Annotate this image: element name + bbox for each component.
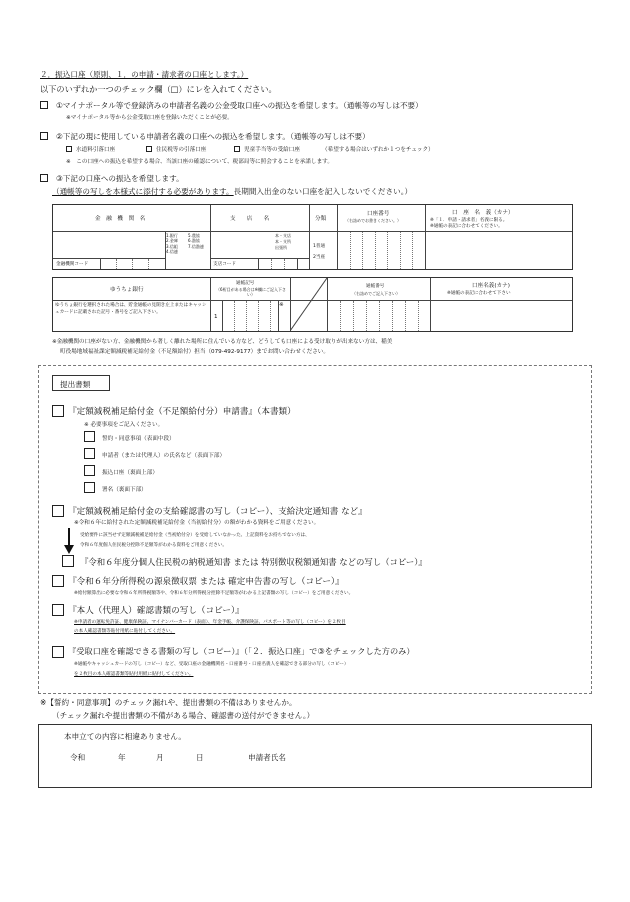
- documents-title: 提出書類: [60, 380, 91, 389]
- bank-type-2: 2.金庫: [166, 238, 178, 244]
- resident-tax-account-checkbox[interactable]: [146, 146, 152, 152]
- doc-identity-note-1: ※申請者の運転免許証、健康保険証、マイナンバーカード（表面）、年金手帳、介護保険証、パスポート等の写し（コピー）を２枚目: [74, 620, 346, 625]
- bank-type-5: 5.農協: [188, 233, 200, 238]
- yucho-holder-subheader: ※通帳の表記に合わせて下さい: [447, 291, 511, 296]
- arrow-down-icon: [64, 528, 74, 554]
- doc-resident-tax-title: 『令和６年度分個人住民税の納税通知書 または 特別徴収税額通知書 などの写し（コピー）』: [80, 557, 427, 567]
- oath-consent-checkbox[interactable]: [84, 431, 95, 442]
- doc-income-tax-title: 『令和６年分所得税の源泉徴収票 または 確定申告書の写し（コピー）』: [68, 577, 344, 587]
- yucho-diagonal: [290, 278, 327, 331]
- doc-identity-note-2: の本人確認書類等貼付用紙に貼付してください。: [74, 629, 176, 634]
- doc-application-title: 『定額減税補足給付金（不足額給付分）申請書』（本書類）: [68, 407, 296, 417]
- bank-account-checkbox[interactable]: [84, 465, 95, 476]
- month-input[interactable]: [130, 750, 154, 762]
- account-number-subheader: （右詰めでお書きください。）: [345, 218, 401, 223]
- contact-line-1: ※金融機関の口座がない方、金融機関から著しく離れた場所に住んでいる方など、どうしても口座による受け取りが出来ない方は、稲美: [52, 339, 393, 345]
- account-type-1: 1普通: [313, 244, 326, 249]
- yucho-symbol-header: 通帳記号: [236, 281, 255, 286]
- contact-line-2: 町役場地域福祉課定額減税補足給付金（不足額給付）担当（079-492-9177）までお問い合わせください。: [60, 349, 329, 355]
- bank-name-header: 金 融 機 関 名: [95, 216, 146, 222]
- applicant-name-field-label: 申請者氏名: [248, 753, 286, 762]
- bank-type-6: 6.漁協: [188, 238, 200, 244]
- yucho-holder-input[interactable]: [431, 301, 571, 331]
- oath-consent-label: 誓約・同意事項（表面中段）: [102, 436, 175, 442]
- yucho-number-input[interactable]: [328, 301, 429, 331]
- yucho-holder-header: 口座名義(カナ): [472, 283, 510, 289]
- option-3-checkbox[interactable]: [40, 174, 48, 182]
- doc-account-proof-note-2: を２枚目の本人確認書類等貼付用紙に貼付してください。: [74, 672, 194, 677]
- final-check-2: （チェック漏れや提出書類の不備がある場合、確認書の送付ができません。）: [52, 711, 315, 720]
- yucho-number-subheader: （右詰めでご記入下さい）: [352, 291, 400, 296]
- option-2-choose-note: （希望する場合はいずれか１つをチェック）: [322, 147, 434, 153]
- option-2-label: ②下記の現に使用している申請者名義の口座への振込を希望します。（通帳等の写しは不要）: [56, 132, 370, 141]
- date-year-label: 年: [118, 753, 126, 762]
- doc-confirmation-checkbox[interactable]: [52, 505, 64, 517]
- bank-account-label: 振込口座（裏面上部）: [102, 470, 158, 476]
- day-input[interactable]: [168, 750, 194, 762]
- bank-type-list-a: [166, 233, 178, 255]
- account-holder-header: 口 座 名 義（カナ）: [452, 210, 514, 216]
- option-2-note: ※ この口座への振込を希望する場合、当該口座の確認について、税部局等に照会することを承諾します。: [66, 159, 333, 165]
- option-3-note-b: 長期間入出金のない口座を記入しないでください。）: [233, 187, 413, 196]
- bank-type-7: 7.信漁連: [188, 243, 204, 249]
- date-day-label: 日: [196, 753, 204, 762]
- option-1-label: ①マイナポータル等で登録済みの申請者名義の公金受取口座への振込を希望します。（通帳等の写しは不要）: [56, 101, 423, 110]
- child-allowance-account-checkbox[interactable]: [234, 146, 240, 152]
- bank-type-3: 3.信組: [166, 243, 178, 249]
- branch-type-list: [275, 233, 291, 251]
- doc-account-proof-checkbox[interactable]: [52, 646, 64, 658]
- doc-income-tax-checkbox[interactable]: [52, 575, 64, 587]
- signature-label: 署名（裏面下部）: [102, 487, 147, 493]
- year-input[interactable]: [88, 750, 116, 762]
- yucho-symbol-subheader: （6桁目がある場合は※欄にご記入下さい）: [216, 287, 286, 297]
- yucho-description: ゆうちょ銀行を選択された場合は、貯金通帳の見開き左上またはキャッシュカードに記載された記号・番号をご記入下さい。: [55, 303, 207, 315]
- yucho-symbol-input[interactable]: [223, 301, 277, 331]
- option-3-label: ③下記の口座への振込を希望します。: [56, 174, 184, 183]
- option-3-notes: [52, 186, 412, 197]
- account-type-header: 分類: [315, 216, 327, 222]
- bank-type-list-b: [188, 233, 204, 249]
- branch-name-header: 支 店 名: [230, 216, 270, 222]
- doc-resident-tax-checkbox[interactable]: [62, 555, 74, 567]
- doc-application-checkbox[interactable]: [52, 405, 64, 417]
- doc-account-proof-title: 『受取口座を確認できる書類の写し（コピー）』（「２．振込口座」で③をチェックした方のみ）: [68, 646, 415, 656]
- doc-income-tax-note: ※給付額算出に必要な令和６年所得税額等や、令和６年分所得税分控除不足額等がわかる上記書類の写し（コピー）をご用意ください。: [74, 591, 354, 596]
- account-holder-note1: ※「１．申請・請求者」名義に限る。: [430, 218, 508, 223]
- bank-name-input[interactable]: [54, 232, 164, 257]
- account-type-list: [313, 241, 325, 263]
- date-era-label: 令和: [70, 753, 86, 762]
- doc-confirmation-note: ※令和６年に給付された定額減税補足給付金（当初給付分）の額がわかる資料をご用意ください。: [74, 520, 320, 526]
- yucho-symbol-one: 1: [214, 314, 218, 320]
- applicant-name-input[interactable]: [292, 748, 572, 764]
- bank-type-1: 1.銀行: [166, 233, 178, 238]
- bank-type-4: 4.信連: [166, 249, 178, 255]
- doc-account-proof-note-1: ※通帳やキャッシュカードの写し（コピー）など、受取口座の金融機関名・口座番号・口座名義人を確認できる部分の写し（コピー）: [74, 662, 349, 667]
- branch-code-cells[interactable]: [258, 258, 298, 269]
- branch-type-2: 本・支所: [275, 239, 291, 244]
- resident-tax-account-label: 住民税等の引落口座: [156, 147, 207, 153]
- yucho-star: ※: [279, 302, 284, 308]
- declaration-text: 本申立ての内容に相違ありません。: [64, 732, 186, 741]
- account-number-header: 口座番号: [367, 211, 390, 217]
- branch-type-3: 出張所: [275, 245, 287, 250]
- applicant-name-checkbox[interactable]: [84, 448, 95, 459]
- option-1-checkbox[interactable]: [40, 101, 48, 109]
- doc-application-note: ※ 必要事項をご記入ください。: [84, 422, 164, 428]
- section-heading: ２．振込口座（原則、１．の申請・請求者の口座とします。）: [40, 70, 249, 79]
- applicant-name-label: 申請者（または代理人）の氏名など（表面下部）: [102, 453, 226, 459]
- branch-type-1: 本・支店: [275, 233, 291, 238]
- yucho-number-header: 通帳番号: [366, 284, 385, 289]
- water-account-label: 水道料引落口座: [76, 147, 116, 153]
- signature-checkbox[interactable]: [84, 482, 95, 493]
- account-type-2: 2当座: [313, 255, 326, 260]
- bank-code-label: 金融機関コード: [56, 262, 89, 267]
- doc-confirmation-title: 『定額減税補足給付金の支給確認書の写し（コピー）、支給決定通知書 など』: [68, 507, 367, 517]
- yucho-header: ゆうちょ銀行: [110, 287, 144, 293]
- doc-confirmation-alt-note-1: 受給要件に該当せず定額減税補足給付金（当初給付分）を受給していなかった、上記資料をお持ちでない方は、: [80, 533, 310, 538]
- branch-name-input[interactable]: [211, 232, 271, 257]
- branch-code-label: 支店コード: [213, 262, 236, 267]
- account-number-input[interactable]: [338, 232, 425, 269]
- option-2-checkbox[interactable]: [40, 132, 48, 140]
- date-month-label: 月: [156, 753, 164, 762]
- account-holder-note2: ※通帳の表記に合わせてください。: [430, 224, 503, 229]
- water-account-checkbox[interactable]: [66, 146, 72, 152]
- doc-confirmation-alt-note-2: 令和６年度個人住民税分控除不足額等がわかる資料をご用意ください。: [80, 543, 228, 548]
- doc-identity-checkbox[interactable]: [52, 604, 64, 616]
- section-instruction: 以下のいずれか一つのチェック欄（□）にレを入れてください。: [40, 84, 277, 94]
- account-holder-input[interactable]: [426, 232, 572, 269]
- child-allowance-account-label: 児童手当等の受給口座: [244, 147, 300, 153]
- option-3-note-a: （通帳等の写しを本様式に添付する必要があります。: [52, 187, 234, 196]
- doc-identity-title: 『本人（代理人）確認書類の写し（コピー）』: [68, 606, 244, 616]
- option-1-note: ※マイナポータル等から公金受取口座を登録いただくことが必要。: [66, 115, 233, 121]
- final-check-1: ※【誓約・同意事項】のチェック漏れや、提出書類の不備はありませんか。: [40, 698, 297, 707]
